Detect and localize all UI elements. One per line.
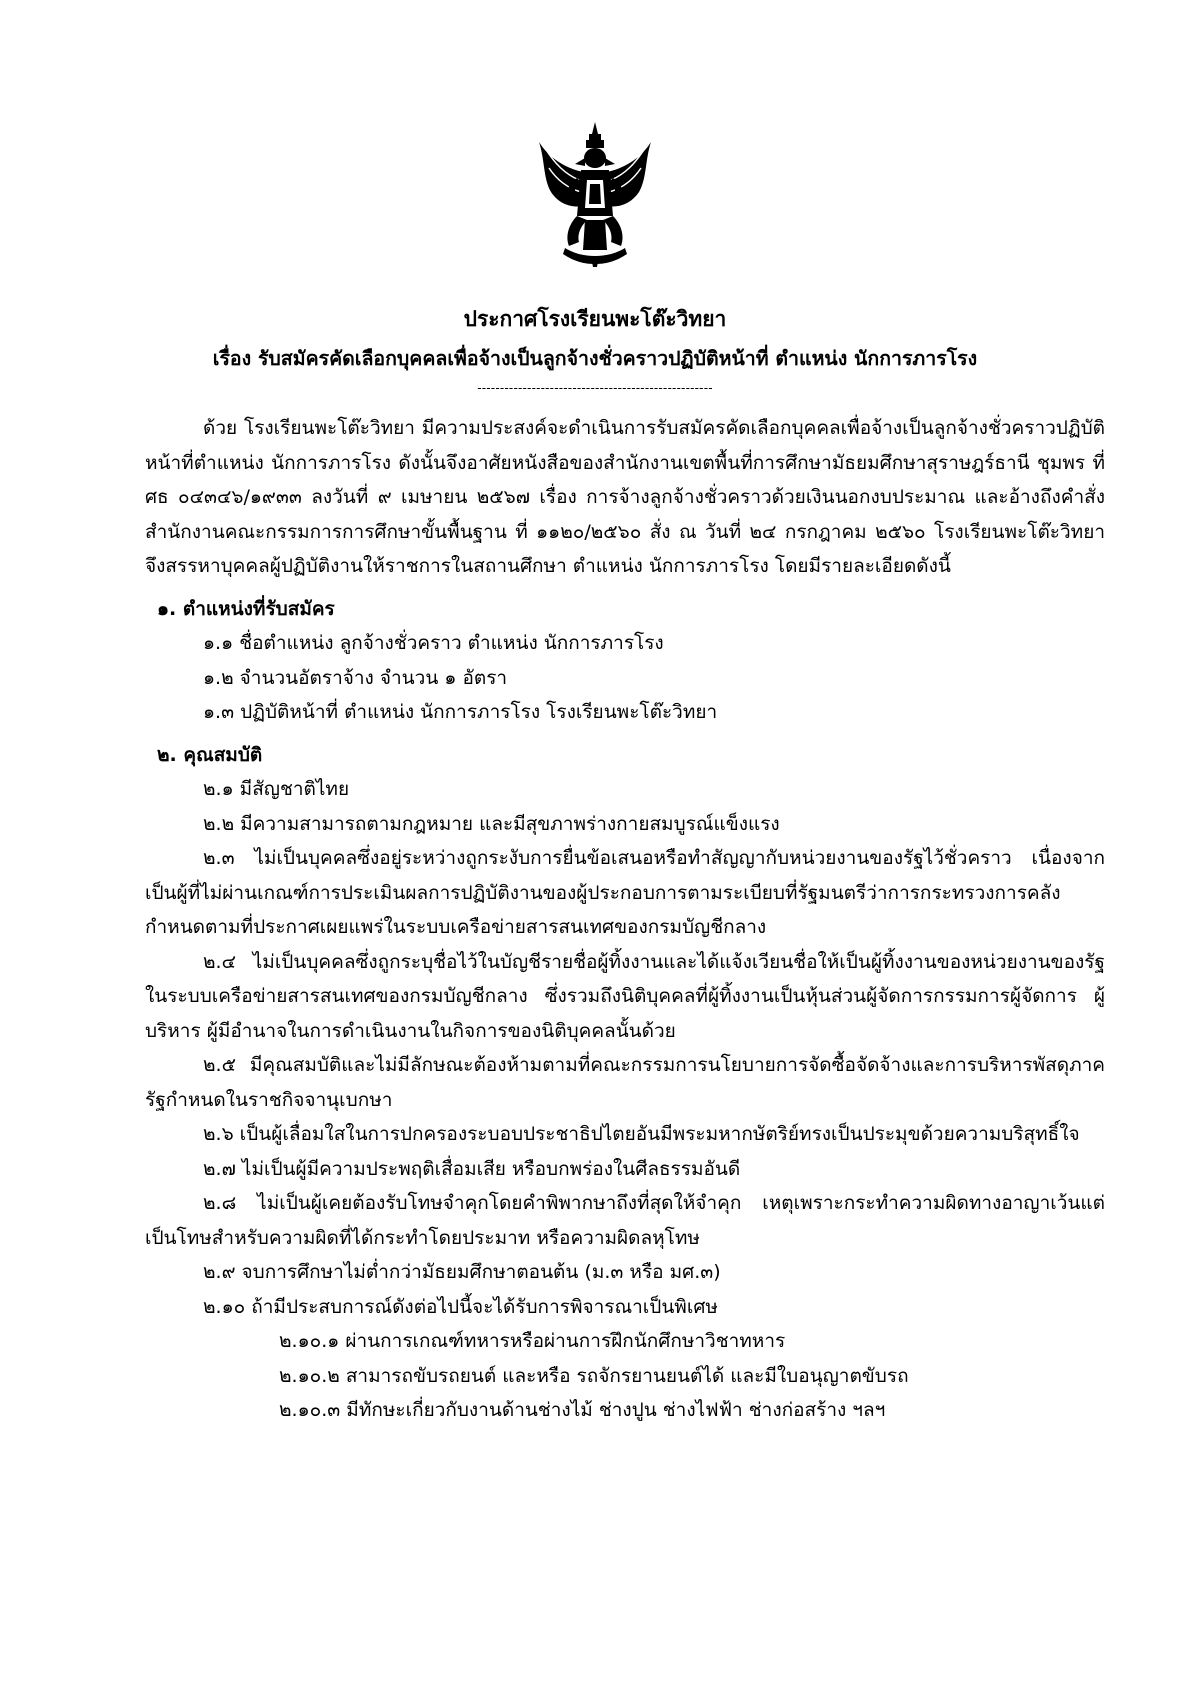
section2-subitem: ๒.๑๐.๒ สามารถขับรถยนต์ และหรือ รถจักรยานยนต์ได้ และมีใบอนุญาตขับรถ (279, 1364, 909, 1387)
section2-item: ๒.๙ จบการศึกษาไม่ต่ำกว่ามัธยมศึกษาตอนต้น (ม.๓ หรือ มศ.๓) (203, 1261, 721, 1283)
page-title: ประกาศโรงเรียนพะโต๊ะวิทยา (463, 307, 727, 331)
section2-item: ๒.๕ มีคุณสมบัติและไม่มีลักษณะต้องห้ามตามที่คณะกรรมการนโยบายการจัดซื้อจัดจ้างและการบริหารพัสดุภาครัฐกำหนดในราชกิจจานุเบกษา (145, 1054, 1105, 1111)
section2-item: ๒.๘ ไม่เป็นผู้เคยต้องรับโทษจำคุกโดยคำพิพากษาถึงที่สุดให้จำคุก เหตุเพราะกระทำความผิดทางอาญาเว้นแต่เป็นโทษสำหรับความผิดที่ได้กระทำโดยประมาท หรือความผิดลหุโทษ (145, 1192, 1105, 1249)
title-separator: ---------------------------------------------------- (477, 381, 713, 395)
page-subject: เรื่อง รับสมัครคัดเลือกบุคคลเพื่อจ้างเป็นลูกจ้างชั่วคราวปฏิบัติหน้าที่ ตำแหน่ง นักการภารโรง (212, 347, 978, 370)
section2-item: ๒.๗ ไม่เป็นผู้มีความประพฤติเสื่อมเสีย หรือบกพร่องในศีลธรรมอันดี (203, 1157, 741, 1180)
section2-item: ๒.๔ ไม่เป็นบุคคลซึ่งถูกระบุชื่อไว้ในบัญชีรายชื่อผู้ทิ้งงานและได้แจ้งเวียนชื่อให้เป็นผู้ทิ้งงานของหน่วยงานของรัฐในระบบเครือข่ายสารสนเทศของกรมบัญชีกลาง ซึ่งรวมถึงนิติบุคคลที่ผู้ทิ้งงานเป็นหุ้นส่วนผู้จัดการกรรมการผู้จัดการ ผู้บริหาร ผู้มีอำนาจในการดำเนินงานในกิจการของนิติบุคคลนั้นด้วย (145, 950, 1105, 1042)
announcement-body (145, 411, 1105, 1428)
section2-item: ๒.๓ ไม่เป็นบุคคลซึ่งอยู่ระหว่างถูกระงับการยื่นข้อเสนอหรือทำสัญญากับหน่วยงานของรัฐไว้ชั่วคราว เนื่องจากเป็นผู้ที่ไม่ผ่านเกณฑ์การประเมินผลการปฏิบัติงานของผู้ประกอบการตามระเบียบที่รัฐมนตรีว่าการกระทรวงการคลังกำหนดตามที่ประกาศเผยแพร่ในระบบเครือข่ายสารสนเทศของกรมบัญชีกลาง (145, 847, 1105, 938)
section-heading-qualifications: ๒. คุณสมบัติ (157, 743, 263, 766)
section1-item: ๑.๑ ชื่อตำแหน่ง ลูกจ้างชั่วคราว ตำแหน่ง นักการภารโรง (203, 632, 664, 654)
section1-item: ๑.๓ ปฏิบัติหน้าที่ ตำแหน่ง นักการภารโรง โรงเรียนพะโต๊ะวิทยา (203, 701, 718, 723)
garuda-emblem-icon (535, 120, 655, 268)
section2-item: ๒.๒ มีความสามารถตามกฎหมาย และมีสุขภาพร่างกายสมบูรณ์แข็งแรง (203, 812, 780, 835)
section1-item: ๑.๒ จำนวนอัตราจ้าง จำนวน ๑ อัตรา (203, 666, 508, 689)
intro-paragraph: ด้วย โรงเรียนพะโต๊ะวิทยา มีความประสงค์จะดำเนินการรับสมัครคัดเลือกบุคคลเพื่อจ้างเป็นลูกจ้างชั่วคราวปฏิบัติหน้าที่ตำแหน่ง นักการภารโรง ดังนั้นจึงอาศัยหนังสือของสำนักงานเขตพื้นที่การศึกษามัธยมศึกษาสุราษฎร์ธานี ชุมพร ที่ ศธ ๐๔๓๔๖/๑๙๓๓ ลงวันที่ ๙ เมษายน ๒๕๖๗ เรื่อง การจ้างลูกจ้างชั่วคราวด้วยเงินนอกงบประมาณ และอ้างถึงคำสั่งสำนักงานคณะกรรมการการศึกษาขั้นพื้นฐาน ที่ ๑๑๒๐/๒๕๖๐ สั่ง ณ วันที่ ๒๔ กรกฎาคม ๒๕๖๐ โรงเรียนพะโต๊ะวิทยา จึงสรรหาบุคคลผู้ปฏิบัติงานให้ราชการในสถานศึกษา ตำแหน่ง นักการภารโรง โดยมีรายละเอียดดังนี้ (145, 417, 1105, 577)
section2-item: ๒.๑๐ ถ้ามีประสบการณ์ดังต่อไปนี้จะได้รับการพิจารณาเป็นพิเศษ (203, 1295, 718, 1318)
section2-subitem: ๒.๑๐.๓ มีทักษะเกี่ยวกับงานด้านช่างไม้ ช่างปูน ช่างไฟฟ้า ช่างก่อสร้าง ฯลฯ (279, 1399, 886, 1421)
section2-item: ๒.๖ เป็นผู้เลื่อมใสในการปกครองระบอบประชาธิปไตยอันมีพระมหากษัตริย์ทรงเป็นประมุขด้วยความบริสุทธิ์ใจ (203, 1123, 1080, 1145)
section-heading-positions: ๑. ตำแหน่งที่รับสมัคร (157, 597, 335, 620)
section2-subitem: ๒.๑๐.๑ ผ่านการเกณฑ์ทหารหรือผ่านการฝึกนักศึกษาวิชาทหาร (279, 1330, 786, 1352)
section2-item: ๒.๑ มีสัญชาติไทย (203, 778, 350, 800)
